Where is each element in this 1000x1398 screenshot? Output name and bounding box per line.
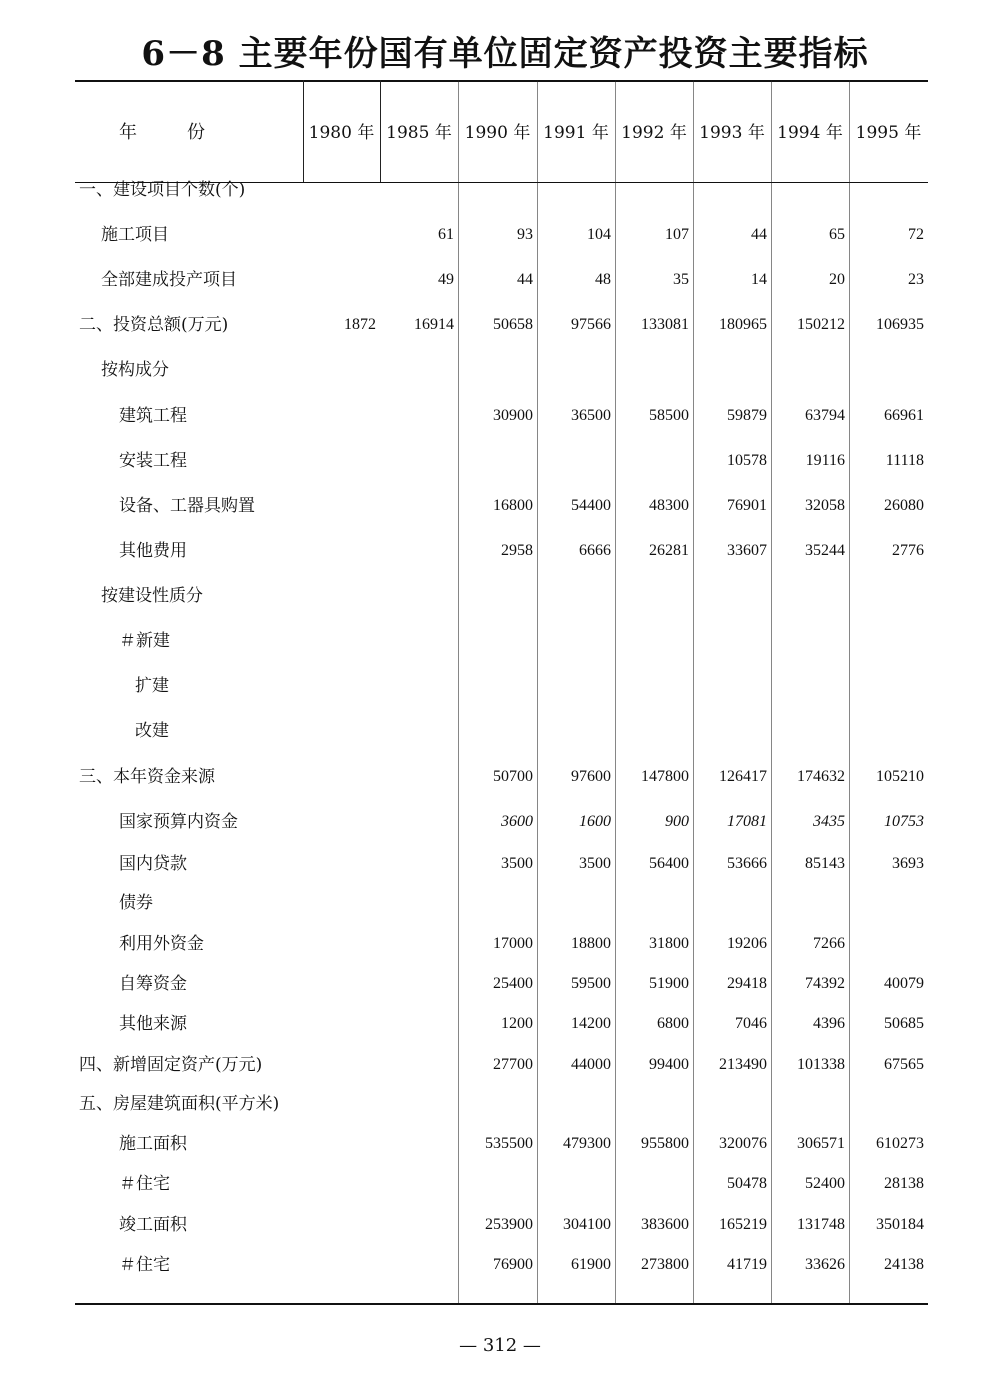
table-cell: 48 — [595, 271, 611, 288]
table-cell — [771, 1086, 845, 1122]
table-cell: 3693 — [892, 855, 924, 872]
table-cell — [380, 623, 454, 659]
table-cell — [615, 1086, 689, 1122]
table-cell: 35244 — [805, 542, 845, 559]
table-cell: 213490 — [719, 1056, 767, 1073]
table-cell: 107 — [665, 226, 689, 243]
table-cell: 27700 — [493, 1056, 533, 1073]
header-year: 1994 年 — [777, 123, 843, 143]
table-cell: 1872 — [344, 316, 376, 333]
table-cell — [380, 846, 454, 882]
row-label: 二、投资总额(万元) — [79, 315, 229, 335]
table-cell: 50478 — [727, 1175, 767, 1192]
table-cell — [615, 443, 689, 479]
table-cell — [303, 352, 376, 388]
table-cell: 99400 — [649, 1056, 689, 1073]
table-cell: 535500 — [485, 1135, 533, 1152]
table-cell — [380, 759, 454, 795]
table-cell: 147800 — [641, 768, 689, 785]
table-cell — [771, 352, 845, 388]
table-cell — [303, 488, 376, 524]
table-cell — [303, 623, 376, 659]
table-cell — [693, 885, 767, 921]
table-cell: 65 — [829, 226, 845, 243]
table-cell: 31800 — [649, 935, 689, 952]
table-cell — [693, 578, 767, 614]
table-cell: 72 — [908, 226, 924, 243]
table-row — [75, 488, 928, 524]
table-cell — [537, 352, 611, 388]
row-label: 其他费用 — [119, 541, 187, 561]
header-label: 年份 — [119, 122, 255, 143]
table-cell: 23 — [908, 271, 924, 288]
table-cell: 17081 — [727, 813, 767, 830]
table-cell — [849, 1086, 924, 1122]
table-cell: 49 — [438, 271, 454, 288]
row-label: 安装工程 — [119, 451, 187, 471]
table-row — [75, 885, 928, 921]
table-cell — [537, 668, 611, 704]
table-cell: 2776 — [892, 542, 924, 559]
table-cell — [849, 713, 924, 749]
table-cell — [380, 1006, 454, 1042]
table-cell: 2958 — [501, 542, 533, 559]
table-row — [75, 668, 928, 704]
table-cell — [537, 713, 611, 749]
table-cell: 101338 — [797, 1056, 845, 1073]
table-cell — [380, 578, 454, 614]
table-row — [75, 398, 928, 434]
table-cell — [380, 966, 454, 1002]
table-cell: 4396 — [813, 1015, 845, 1032]
row-label: 其他来源 — [119, 1014, 187, 1034]
table-cell: 253900 — [485, 1216, 533, 1233]
table-cell: 7266 — [813, 935, 845, 952]
row-label: 三、本年资金来源 — [79, 767, 215, 787]
row-label: 竣工面积 — [119, 1215, 187, 1235]
table-cell: 50658 — [493, 316, 533, 333]
table-cell: 150212 — [797, 316, 845, 333]
row-label: 扩建 — [135, 676, 169, 696]
table-cell — [537, 1086, 611, 1122]
table-cell — [693, 1086, 767, 1122]
table-cell: 10578 — [727, 452, 767, 469]
table-row — [75, 804, 928, 840]
page-number: — 312 — — [459, 1335, 541, 1356]
table-cell — [303, 846, 376, 882]
table-cell: 66961 — [884, 407, 924, 424]
header-year: 1995 年 — [855, 123, 922, 143]
table-cell — [380, 352, 454, 388]
table-cell — [303, 926, 376, 962]
table-cell: 18800 — [571, 935, 611, 952]
table-cell: 44 — [517, 271, 533, 288]
table-cell: 304100 — [563, 1216, 611, 1233]
table-cell — [615, 578, 689, 614]
table-cell — [849, 172, 924, 208]
table-cell — [380, 885, 454, 921]
table-cell — [771, 623, 845, 659]
table-cell — [615, 885, 689, 921]
table-cell: 320076 — [719, 1135, 767, 1152]
table-cell: 33626 — [805, 1256, 845, 1273]
table-cell: 50685 — [884, 1015, 924, 1032]
table-cell: 25400 — [493, 975, 533, 992]
table-cell: 50700 — [493, 768, 533, 785]
table-cell — [458, 1086, 533, 1122]
header-year: 1991 年 — [543, 123, 609, 143]
table-cell — [380, 1086, 454, 1122]
bottom-rule — [75, 1303, 928, 1305]
table-cell — [693, 352, 767, 388]
table-cell — [303, 885, 376, 921]
table-cell: 14 — [751, 271, 767, 288]
table-cell — [303, 804, 376, 840]
table-cell: 10753 — [884, 813, 924, 830]
table-cell — [771, 668, 845, 704]
table-cell — [303, 1086, 376, 1122]
table-row — [75, 926, 928, 962]
row-label: 按构成分 — [101, 360, 169, 380]
table-cell: 24138 — [884, 1256, 924, 1273]
table-cell — [615, 623, 689, 659]
row-label: 国家预算内资金 — [119, 812, 238, 832]
table-cell: 131748 — [797, 1216, 845, 1233]
table-cell: 7046 — [735, 1015, 767, 1032]
table-row — [75, 1166, 928, 1202]
table-cell: 16800 — [493, 497, 533, 514]
table-cell — [303, 262, 376, 298]
table-cell — [849, 885, 924, 921]
table-cell — [537, 623, 611, 659]
table-cell: 3500 — [501, 855, 533, 872]
table-cell: 53666 — [727, 855, 767, 872]
table-cell: 900 — [665, 813, 689, 830]
table-cell — [771, 172, 845, 208]
table-cell: 610273 — [876, 1135, 924, 1152]
table-cell — [303, 713, 376, 749]
table-cell — [458, 668, 533, 704]
table-cell: 20 — [829, 271, 845, 288]
header-year: 1993 年 — [699, 123, 765, 143]
row-label: 按建设性质分 — [101, 586, 203, 606]
table-row — [75, 1207, 928, 1243]
table-cell — [380, 488, 454, 524]
header-year: 1980 年 — [308, 123, 375, 143]
table-cell — [458, 885, 533, 921]
table-cell: 28138 — [884, 1175, 924, 1192]
row-label: 全部建成投产项目 — [101, 270, 237, 290]
table-cell — [849, 578, 924, 614]
row-label: 改建 — [135, 721, 169, 741]
row-label: 施工面积 — [119, 1134, 187, 1154]
table-cell — [303, 217, 376, 253]
table-cell: 180965 — [719, 316, 767, 333]
header-year: 1985 年 — [386, 123, 452, 143]
row-label: 建筑工程 — [119, 406, 187, 426]
table-cell: 35 — [673, 271, 689, 288]
table-cell — [615, 668, 689, 704]
table-cell — [303, 1006, 376, 1042]
row-label: 四、新增固定资产(万元) — [79, 1055, 263, 1075]
table-cell: 97600 — [571, 768, 611, 785]
table-cell: 67565 — [884, 1056, 924, 1073]
header-year: 1990 年 — [464, 123, 531, 143]
table-cell — [693, 713, 767, 749]
table-cell: 6800 — [657, 1015, 689, 1032]
row-label: 利用外资金 — [119, 934, 204, 954]
table-cell — [849, 623, 924, 659]
table-cell — [303, 578, 376, 614]
table-cell: 3600 — [501, 813, 533, 830]
table-cell — [615, 713, 689, 749]
table-cell — [615, 1166, 689, 1202]
table-cell — [303, 172, 376, 208]
table-row — [75, 172, 928, 208]
table-cell — [380, 533, 454, 569]
table-cell: 165219 — [719, 1216, 767, 1233]
table-cell: 44 — [751, 226, 767, 243]
table-cell — [380, 1207, 454, 1243]
table-cell: 40079 — [884, 975, 924, 992]
table-cell: 26080 — [884, 497, 924, 514]
table-cell — [537, 1166, 611, 1202]
row-label: 设备、工器具购置 — [119, 496, 255, 516]
table-cell: 1200 — [501, 1015, 533, 1032]
table-cell — [537, 172, 611, 208]
table-row — [75, 1126, 928, 1162]
table-cell: 54400 — [571, 497, 611, 514]
table-cell — [537, 578, 611, 614]
table-cell — [849, 352, 924, 388]
table-cell — [380, 398, 454, 434]
column-divider — [380, 80, 381, 182]
table-row — [75, 262, 928, 298]
table-cell — [849, 668, 924, 704]
table-cell — [458, 623, 533, 659]
table-cell: 59879 — [727, 407, 767, 424]
table-cell: 106935 — [876, 316, 924, 333]
table-cell — [380, 443, 454, 479]
table-cell — [615, 172, 689, 208]
table-cell: 104 — [587, 226, 611, 243]
table-cell — [303, 1207, 376, 1243]
row-label: ＃新建 — [119, 631, 170, 651]
table-cell: 58500 — [649, 407, 689, 424]
table-cell: 52400 — [805, 1175, 845, 1192]
table-row — [75, 533, 928, 569]
table-row — [75, 623, 928, 659]
table-cell — [303, 668, 376, 704]
table-cell: 306571 — [797, 1135, 845, 1152]
row-label: 自筹资金 — [119, 974, 187, 994]
table-row — [75, 443, 928, 479]
table-cell: 11118 — [885, 452, 924, 469]
table-row — [75, 846, 928, 882]
table-cell — [771, 578, 845, 614]
table-cell: 14200 — [571, 1015, 611, 1032]
table-cell: 44000 — [571, 1056, 611, 1073]
table-row — [75, 1006, 928, 1042]
table-cell — [380, 1047, 454, 1083]
table-cell — [693, 172, 767, 208]
table-cell — [458, 713, 533, 749]
table-cell: 6666 — [579, 542, 611, 559]
top-rule — [75, 80, 928, 82]
table-row — [75, 759, 928, 795]
page-title: 6－8 主要年份国有单位固定资产投资主要指标 — [141, 34, 869, 74]
table-cell: 85143 — [805, 855, 845, 872]
table-row — [75, 966, 928, 1002]
row-label: ＃住宅 — [119, 1255, 170, 1275]
table-cell: 383600 — [641, 1216, 689, 1233]
table-cell: 61 — [438, 226, 454, 243]
table-cell — [303, 1166, 376, 1202]
table-cell: 105210 — [876, 768, 924, 785]
table-cell: 30900 — [493, 407, 533, 424]
table-cell: 133081 — [641, 316, 689, 333]
table-cell — [303, 1047, 376, 1083]
table-cell — [380, 804, 454, 840]
table-cell: 93 — [517, 226, 533, 243]
table-cell: 350184 — [876, 1216, 924, 1233]
table-cell: 97566 — [571, 316, 611, 333]
table-cell: 3500 — [579, 855, 611, 872]
table-cell — [303, 966, 376, 1002]
table-cell — [380, 1126, 454, 1162]
table-cell: 174632 — [797, 768, 845, 785]
table-cell — [458, 1166, 533, 1202]
row-label: 一、建设项目个数(个) — [79, 180, 246, 200]
table-cell: 74392 — [805, 975, 845, 992]
table-cell — [849, 926, 924, 962]
table-row — [75, 307, 928, 343]
table-cell: 479300 — [563, 1135, 611, 1152]
table-cell: 19206 — [727, 935, 767, 952]
table-cell — [303, 1247, 376, 1283]
table-cell: 273800 — [641, 1256, 689, 1273]
table-cell: 36500 — [571, 407, 611, 424]
table-cell: 16914 — [414, 316, 454, 333]
table-row — [75, 352, 928, 388]
table-cell — [537, 443, 611, 479]
row-label: ＃住宅 — [119, 1174, 170, 1194]
table-cell: 48300 — [649, 497, 689, 514]
table-cell — [771, 713, 845, 749]
table-cell: 56400 — [649, 855, 689, 872]
table-cell: 32058 — [805, 497, 845, 514]
table-cell: 19116 — [805, 452, 845, 469]
table-cell: 126417 — [719, 768, 767, 785]
table-cell: 41719 — [727, 1256, 767, 1273]
table-row — [75, 1047, 928, 1083]
table-row — [75, 713, 928, 749]
table-cell: 76901 — [727, 497, 767, 514]
row-label: 国内贷款 — [119, 854, 187, 874]
table-cell — [303, 533, 376, 569]
table-cell — [458, 443, 533, 479]
table-cell — [380, 172, 454, 208]
table-cell: 51900 — [649, 975, 689, 992]
table-cell — [380, 713, 454, 749]
table-cell — [537, 885, 611, 921]
table-cell: 61900 — [571, 1256, 611, 1273]
table-cell: 17000 — [493, 935, 533, 952]
table-cell: 3435 — [813, 813, 845, 830]
table-row — [75, 578, 928, 614]
table-row — [75, 1086, 928, 1122]
table-cell — [771, 885, 845, 921]
table-cell: 26281 — [649, 542, 689, 559]
table-row — [75, 217, 928, 253]
table-cell: 76900 — [493, 1256, 533, 1273]
table-cell — [380, 668, 454, 704]
table-cell — [458, 352, 533, 388]
table-cell — [458, 578, 533, 614]
column-divider — [303, 80, 304, 182]
table-cell — [615, 352, 689, 388]
table-cell — [458, 172, 533, 208]
table-cell — [380, 1247, 454, 1283]
table-cell — [303, 398, 376, 434]
table-cell — [380, 926, 454, 962]
table-cell: 1600 — [579, 813, 611, 830]
table-cell: 33607 — [727, 542, 767, 559]
table-cell — [303, 1126, 376, 1162]
header-year: 1992 年 — [621, 123, 687, 143]
table-cell: 29418 — [727, 975, 767, 992]
table-cell: 59500 — [571, 975, 611, 992]
row-label: 五、房屋建筑面积(平方米) — [79, 1094, 280, 1114]
table-cell — [303, 443, 376, 479]
table-cell: 63794 — [805, 407, 845, 424]
row-label: 施工项目 — [101, 225, 169, 245]
table-cell: 955800 — [641, 1135, 689, 1152]
row-label: 债券 — [119, 893, 153, 913]
table-row — [75, 1247, 928, 1283]
table-cell — [303, 759, 376, 795]
table-cell — [693, 668, 767, 704]
table-cell — [380, 1166, 454, 1202]
table-cell — [693, 623, 767, 659]
